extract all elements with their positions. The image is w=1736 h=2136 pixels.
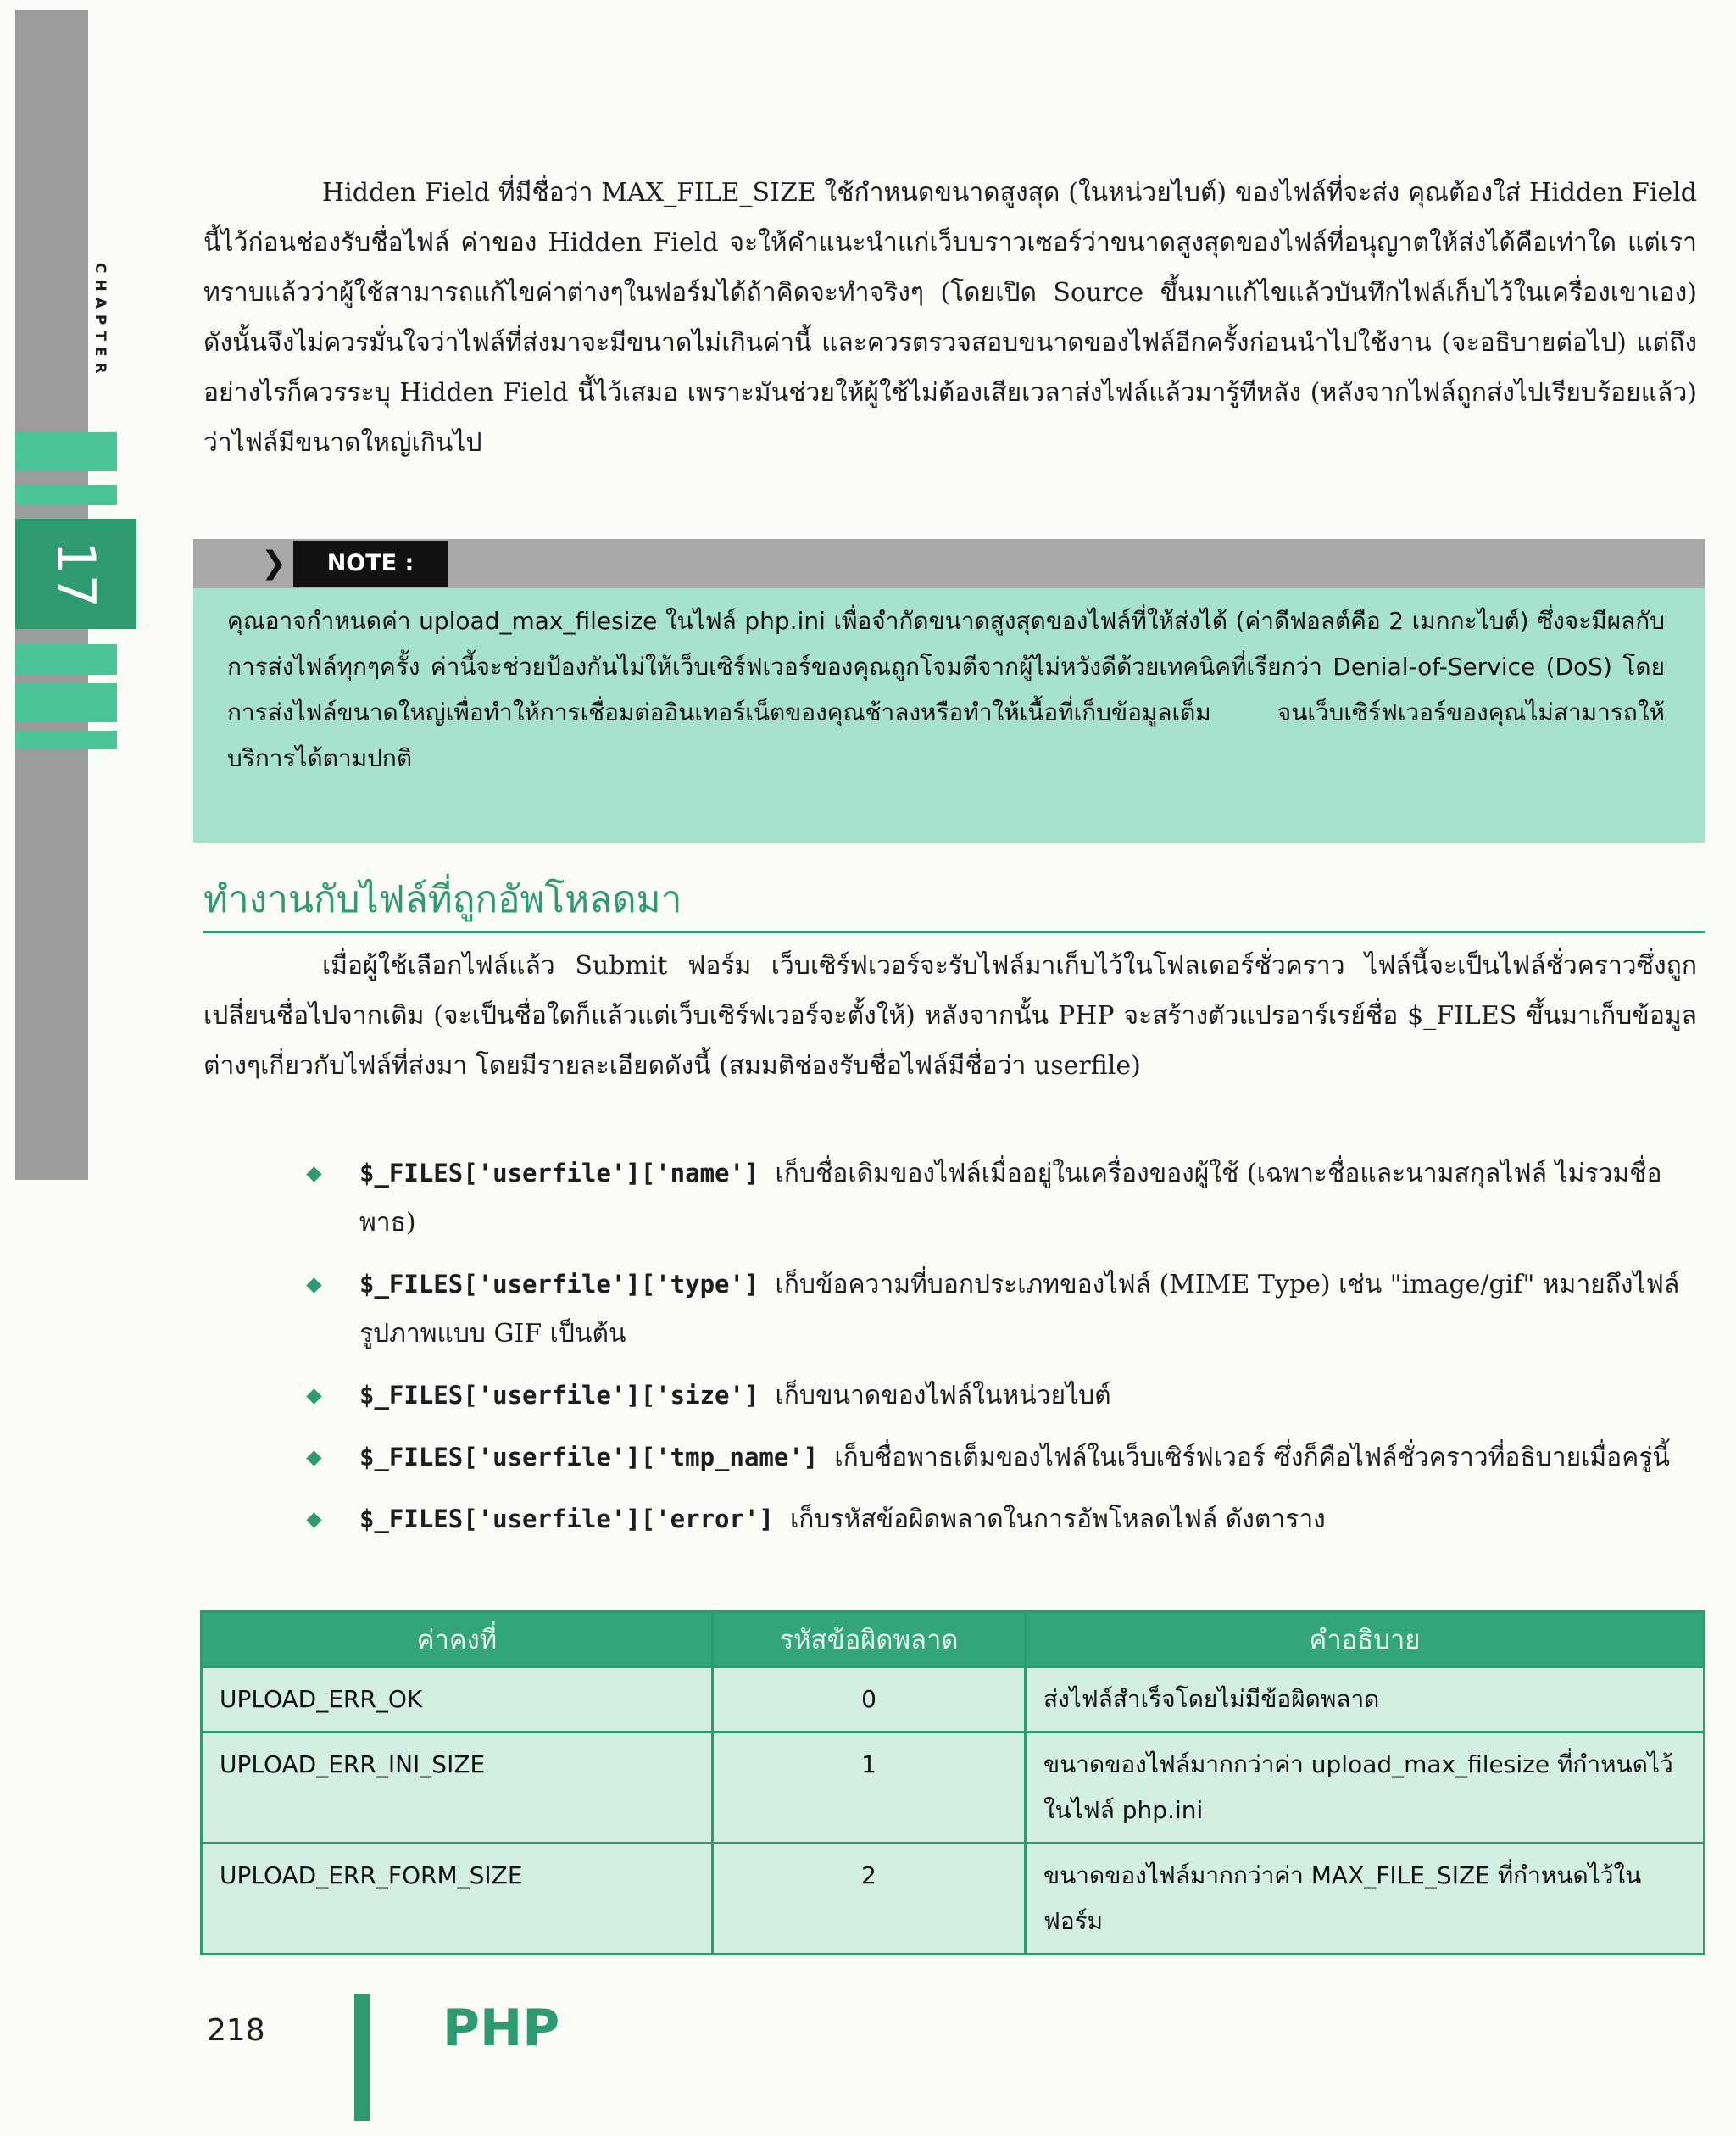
section-divider (203, 931, 1705, 933)
cell-description: ขนาดของไฟล์มากกว่าค่า MAX_FILE_SIZE ที่กำหนดไว้ในฟอร์ม (1026, 1844, 1705, 1955)
hidden-field-paragraph: Hidden Field ที่มีชื่อว่า MAX_FILE_SIZE ใช้กำหนดขนาดสูงสุด (ในหน่วยไบต์) ของไฟล์ที่จะส่ง คุณต้องใส่ Hidden Field นี้ไว้ก่อนช่องรับชื่อไฟล์ ค่าของ Hidden Field จะให้คำแนะนำแก่เว็บบราวเซอร์ว่าขนาดสูงสุดของไฟล์ที่อนุญาตให้ส่งได้คือเท่าใด แต่เราทราบแล้วว่าผู้ใช้สามารถแก้ไขค่าต่างๆในฟอร์มได้ถ้าคิดจะทำจริงๆ (โดยเปิด Source ขึ้นมาแก้ไขแล้วบันทึกไฟล์เก็บไว้ในเครื่องเขาเอง) ดังนั้นจึงไม่ควรมั่นใจว่าไฟล์ที่ส่งมาจะมีขนาดไม่เกินค่านี้ และควรตรวจสอบขนาดของไฟล์อีกครั้งก่อนนำไปใช้งาน (จะอธิบายต่อไป) แต่ถึงอย่างไรก็ควรระบุ Hidden Field นี้ไว้เสมอ เพราะมันช่วยให้ผู้ใช้ไม่ต้องเสียเวลาส่งไฟล์แล้วมารู้ทีหลัง (หลังจากไฟล์ถูกส่งไปเรียบร้อยแล้ว) ว่าไฟล์มีขนาดใหญ่เกินไป (203, 178, 1697, 458)
page-number: 218 (207, 2013, 265, 2048)
field-description: เก็บขนาดของไฟล์ในหน่วยไบต์ (775, 1381, 1111, 1410)
list-item (305, 1494, 1695, 1544)
field-code: $_FILES['userfile']['size'] (359, 1381, 760, 1410)
cell-error-code: 0 (713, 1667, 1026, 1733)
chapter-stripe (15, 731, 117, 749)
files-field-list (305, 1149, 1695, 1556)
chapter-number-box (15, 519, 136, 629)
field-code: $_FILES['userfile']['name'] (359, 1159, 760, 1188)
cell-constant: UPLOAD_ERR_FORM_SIZE (202, 1844, 713, 1955)
list-item (305, 1371, 1695, 1421)
chevron-right-icon: ❯ (261, 546, 287, 581)
list-item (305, 1260, 1695, 1359)
field-description: เก็บชื่อพาธเต็มของไฟล์ในเว็บเซิร์ฟเวอร์ ซึ่งก็คือไฟล์ชั่วคราวที่อธิบายเมื่อครู่นี้ (834, 1443, 1670, 1472)
list-item (305, 1432, 1695, 1482)
book-title: PHP (442, 1999, 560, 2058)
column-header-error-code: รหัสข้อผิดพลาด (713, 1612, 1026, 1667)
chapter-stripe (15, 644, 117, 675)
diamond-bullet-icon (306, 1388, 321, 1404)
field-description: เก็บข้อความที่บอกประเภทของไฟล์ (MIME Type) เช่น "image/gif" หมายถึงไฟล์รูปภาพแบบ GIF เป็นต้น (359, 1270, 1680, 1349)
chapter-stripe (15, 432, 117, 471)
chapter-number: 17 (45, 540, 107, 608)
column-header-description: คำอธิบาย (1026, 1612, 1705, 1667)
cell-constant: UPLOAD_ERR_OK (202, 1667, 713, 1733)
list-item (305, 1149, 1695, 1248)
diamond-bullet-icon (306, 1450, 321, 1466)
field-code: $_FILES['userfile']['tmp_name'] (359, 1443, 819, 1471)
cell-description: ขนาดของไฟล์มากกว่าค่า upload_max_filesize ที่กำหนดไว้ในไฟล์ php.ini (1026, 1733, 1705, 1844)
field-code: $_FILES['userfile']['error'] (359, 1505, 774, 1533)
diamond-bullet-icon (306, 1512, 321, 1527)
field-code: $_FILES['userfile']['type'] (359, 1270, 760, 1299)
diamond-bullet-icon (306, 1277, 321, 1293)
table-row (202, 1667, 1705, 1733)
files-intro-paragraph: เมื่อผู้ใช้เลือกไฟล์แล้ว Submit ฟอร์ม เว็บเซิร์ฟเวอร์จะรับไฟล์มาเก็บไว้ในโฟลเดอร์ชั่วคราว ไฟล์นี้จะเป็นไฟล์ชั่วคราวซึ่งถูกเปลี่ยนชื่อไปจากเดิม (จะเป็นชื่อใดก็แล้วแต่เว็บเซิร์ฟเวอร์จะตั้งให้) หลังจากนั้น PHP จะสร้างตัวแปรอาร์เรย์ชื่อ $_FILES ขึ้นมาเก็บข้อมูลต่างๆเกี่ยวกับไฟล์ที่ส่งมา โดยมีรายละเอียดดังนี้ (สมมติช่องรับชื่อไฟล์มีชื่อว่า userfile) (203, 951, 1697, 1081)
upload-error-table (200, 1610, 1705, 1955)
table-row (202, 1844, 1705, 1955)
cell-error-code: 2 (713, 1844, 1026, 1955)
note-label: NOTE : (293, 541, 448, 587)
column-header-constant: ค่าคงที่ (202, 1612, 713, 1667)
footer-divider (354, 1994, 370, 2121)
field-description: เก็บชื่อเดิมของไฟล์เมื่ออยู่ในเครื่องของผู้ใช้ (เฉพาะชื่อและนามสกุลไฟล์ ไม่รวมชื่อพาธ) (359, 1159, 1662, 1238)
cell-description: ส่งไฟล์สำเร็จโดยไม่มีข้อผิดพลาด (1026, 1667, 1705, 1733)
table-header-row (202, 1612, 1705, 1667)
cell-error-code: 1 (713, 1733, 1026, 1844)
table-row (202, 1733, 1705, 1844)
field-description: เก็บรหัสข้อผิดพลาดในการอัพโหลดไฟล์ ดังตาราง (789, 1505, 1326, 1534)
section-title: ทำงานกับไฟล์ที่ถูกอัพโหลดมา (203, 878, 682, 921)
diamond-bullet-icon (306, 1166, 321, 1182)
note-text: คุณอาจกำหนดค่า upload_max_filesize ในไฟล์ php.ini เพื่อจำกัดขนาดสูงสุดของไฟล์ที่ให้ส่งได้ (ค่าดีฟอลต์คือ 2 เมกกะไบต์) ซึ่งจะมีผลกับการส่งไฟล์ทุกๆครั้ง ค่านี้จะช่วยป้องกันไม่ให้เว็บเซิร์ฟเวอร์ของคุณถูกโจมตีจากผู้ไม่หวังดีด้วยเทคนิคที่เรียกว่า Denial-of-Service (DoS) โดยการส่งไฟล์ขนาดใหญ่เพื่อทำให้การเชื่อมต่ออินเทอร์เน็ตของคุณช้าลงหรือทำให้เนื้อที่เก็บข้อมูลเต็ม จนเว็บเซิร์ฟเวอร์ของคุณไม่สามารถให้บริการได้ตามปกติ (193, 588, 1705, 843)
chapter-label: CHAPTER (92, 263, 108, 380)
cell-constant: UPLOAD_ERR_INI_SIZE (202, 1733, 713, 1844)
chapter-stripe (15, 485, 117, 505)
chapter-stripe (15, 683, 117, 722)
